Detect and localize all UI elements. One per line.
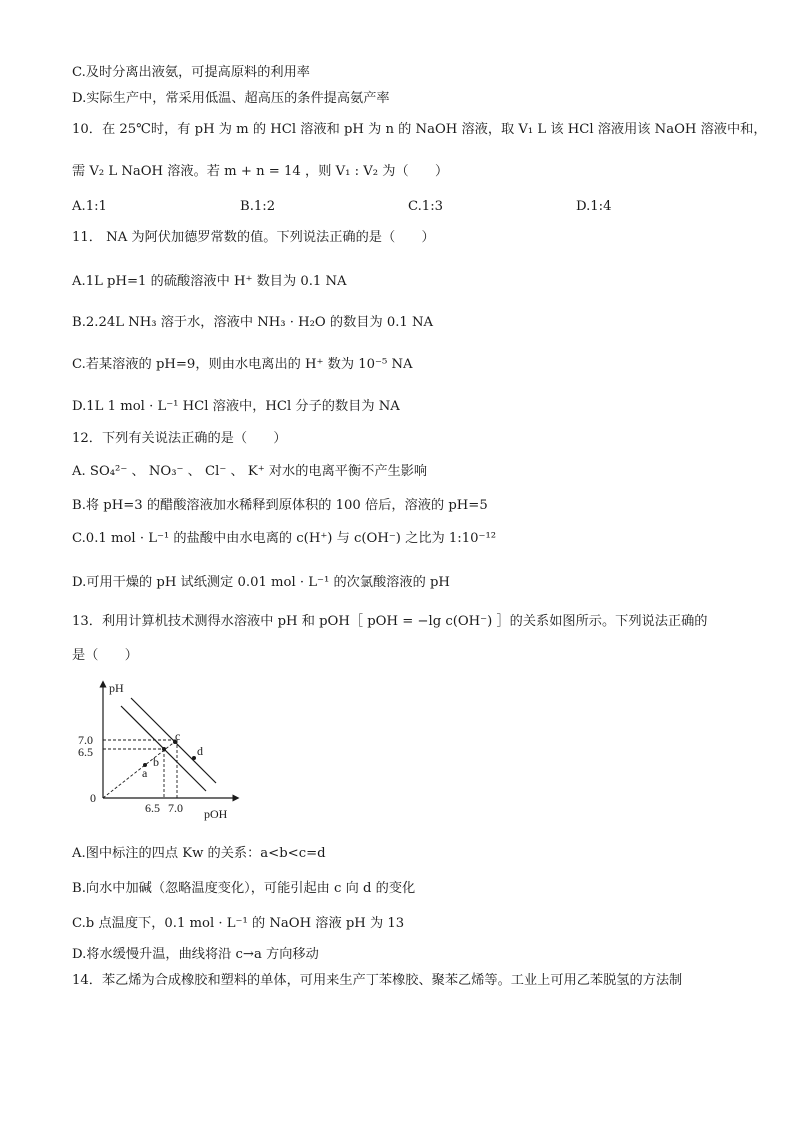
q9-option-c: C.及时分离出液氨，可提高原料的利用率 xyxy=(72,65,310,80)
point-d xyxy=(192,756,196,760)
q13-option-b: B.向水中加碱（忽略温度变化），可能引起由 c 向 d 的变化 xyxy=(72,881,416,896)
q11-option-c: C.若某溶液的 pH=9，则由水电离出的 H⁺ 数为 10⁻⁵ NA xyxy=(72,357,413,372)
q10-option-a: A.1:1 xyxy=(72,199,107,214)
q10-option-d: D.1:4 xyxy=(576,199,612,214)
q9-option-d: D.实际生产中，常采用低温、超高压的条件提高氨产率 xyxy=(72,91,390,106)
origin-label: 0 xyxy=(90,791,96,805)
y-tick-6.5: 6.5 xyxy=(78,745,93,759)
point-b xyxy=(162,747,166,751)
point-d-label: d xyxy=(197,744,203,758)
point-c-label: c xyxy=(175,729,181,743)
q12-option-a: A. SO₄²⁻ 、 NO₃⁻ 、 Cl⁻ 、 K⁺ 对水的电离平衡不产生影响 xyxy=(72,464,428,479)
q14-stem: 14．苯乙烯为合成橡胶和塑料的单体，可用来生产丁苯橡胶、聚苯乙烯等。工业上可用乙苯脱氢的方法制 xyxy=(72,973,683,988)
q10-stem-line1: 10．在 25℃时，有 pH 为 m 的 HCl 溶液和 pH 为 n 的 NaOH 溶液，取 V₁ L 该 HCl 溶液用该 NaOH 溶液中和， xyxy=(72,122,767,137)
q10-stem-line2: 需 V₂ L NaOH 溶液。若 m + n = 14 ，则 V₁ : V₂ 为（ ） xyxy=(72,164,449,179)
q11-option-b: B.2.24L NH₃ 溶于水，溶液中 NH₃ · H₂O 的数目为 0.1 NA xyxy=(72,315,434,330)
q11-option-a: A.1L pH=1 的硫酸溶液中 H⁺ 数目为 0.1 NA xyxy=(72,274,347,289)
point-a-label: a xyxy=(142,766,148,780)
y-tick-7.0: 7.0 xyxy=(78,733,93,747)
ph-poh-diagram xyxy=(76,676,246,826)
q11-option-d: D.1L 1 mol · L⁻¹ HCl 溶液中，HCl 分子的数目为 NA xyxy=(72,399,400,414)
x-tick-7.0: 7.0 xyxy=(168,801,183,815)
y-axis-label: pH xyxy=(109,681,124,695)
q13-stem-line2: 是（ ） xyxy=(72,648,138,663)
q12-option-c: C.0.1 mol · L⁻¹ 的盐酸中由水电离的 c(H⁺) 与 c(OH⁻) 之比为 1:10⁻¹² xyxy=(72,531,497,546)
q13-option-c: C.b 点温度下，0.1 mol · L⁻¹ 的 NaOH 溶液 pH 为 13 xyxy=(72,916,405,931)
q13-stem-line1: 13．利用计算机技术测得水溶液中 pH 和 pOH［ pOH = −lg c(OH⁻) ］的关系如图所示。下列说法正确的 xyxy=(72,614,708,629)
x-axis-label: pOH xyxy=(204,807,228,821)
q12-option-d: D.可用干燥的 pH 试纸测定 0.01 mol · L⁻¹ 的次氯酸溶液的 pH xyxy=(72,575,450,590)
q13-option-d: D.将水缓慢升温，曲线将沿 c→a 方向移动 xyxy=(72,947,319,962)
q12-option-b: B.将 pH=3 的醋酸溶液加水稀释到原体积的 100 倍后，溶液的 pH=5 xyxy=(72,498,488,513)
x-tick-6.5: 6.5 xyxy=(145,801,160,815)
q10-option-c: C.1:3 xyxy=(408,199,444,214)
q13-option-a: A.图中标注的四点 Kw 的关系：a<b<c=d xyxy=(72,846,326,861)
q10-option-b: B.1:2 xyxy=(240,199,276,214)
point-b-label: b xyxy=(153,755,159,769)
q12-stem: 12．下列有关说法正确的是（ ） xyxy=(72,431,287,446)
q11-stem: 11． NA 为阿伏加德罗常数的值。下列说法正确的是（ ） xyxy=(72,230,435,245)
